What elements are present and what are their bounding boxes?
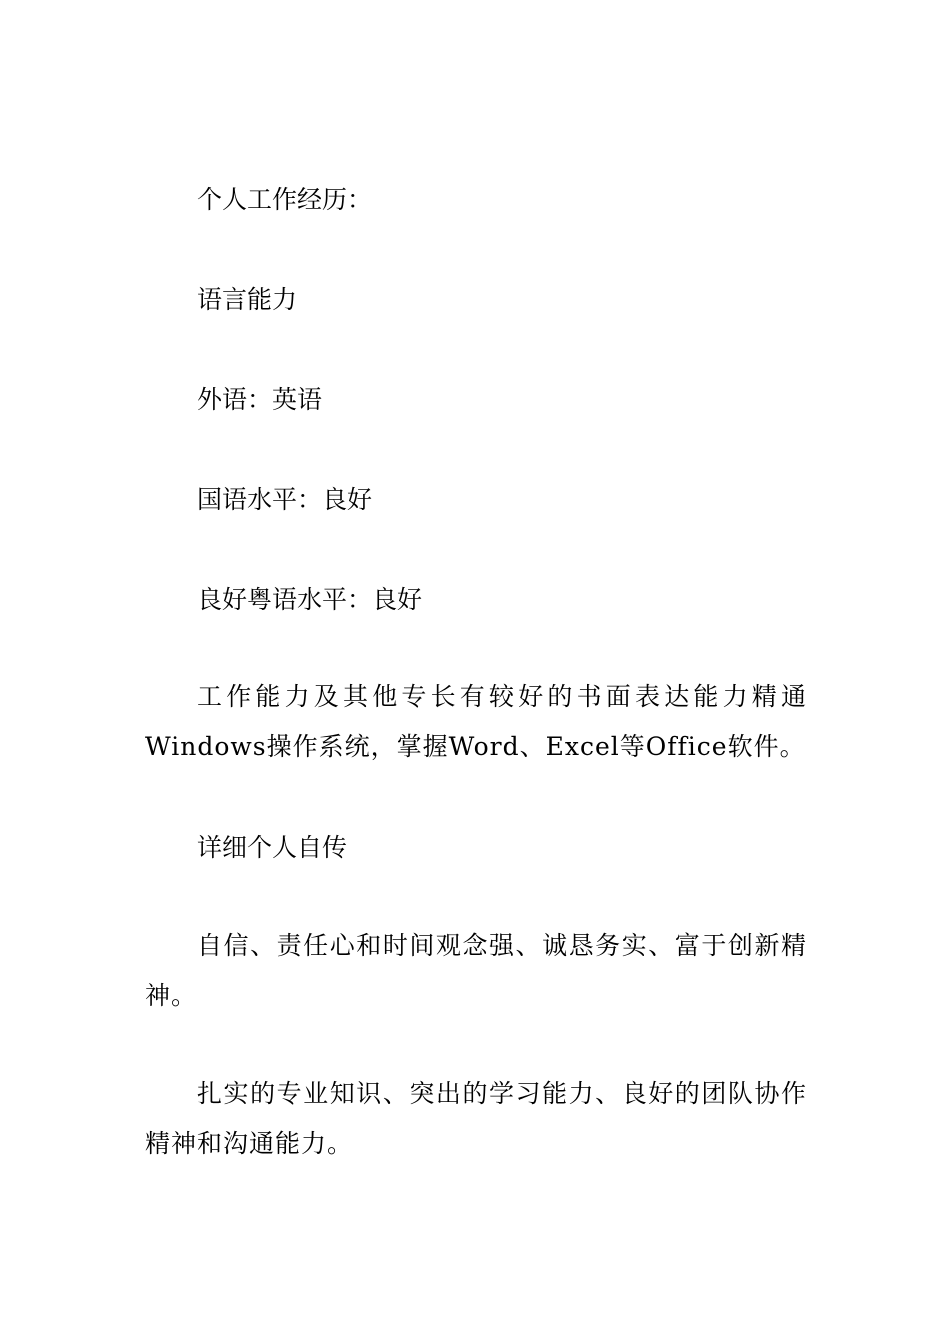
personality-paragraph: 自信、责任心和时间观念强、诚恳务实、富于创新精神。 xyxy=(145,931,807,1010)
work-skills-paragraph: 工作能力及其他专长有较好的书面表达能力精通Windows操作系统，掌握Word、Excel等Office软件。 xyxy=(145,682,807,761)
mandarin-level-line: 国语水平：良好 xyxy=(197,485,373,514)
language-ability-heading: 语言能力 xyxy=(197,285,298,314)
foreign-language-line: 外语：英语 xyxy=(197,385,323,414)
work-experience-heading: 个人工作经历： xyxy=(197,185,373,214)
cantonese-level-line: 良好粤语水平：良好 xyxy=(197,585,423,614)
autobiography-heading: 详细个人自传 xyxy=(197,833,348,862)
strengths-paragraph: 扎实的专业知识、突出的学习能力、良好的团队协作精神和沟通能力。 xyxy=(145,1079,807,1158)
